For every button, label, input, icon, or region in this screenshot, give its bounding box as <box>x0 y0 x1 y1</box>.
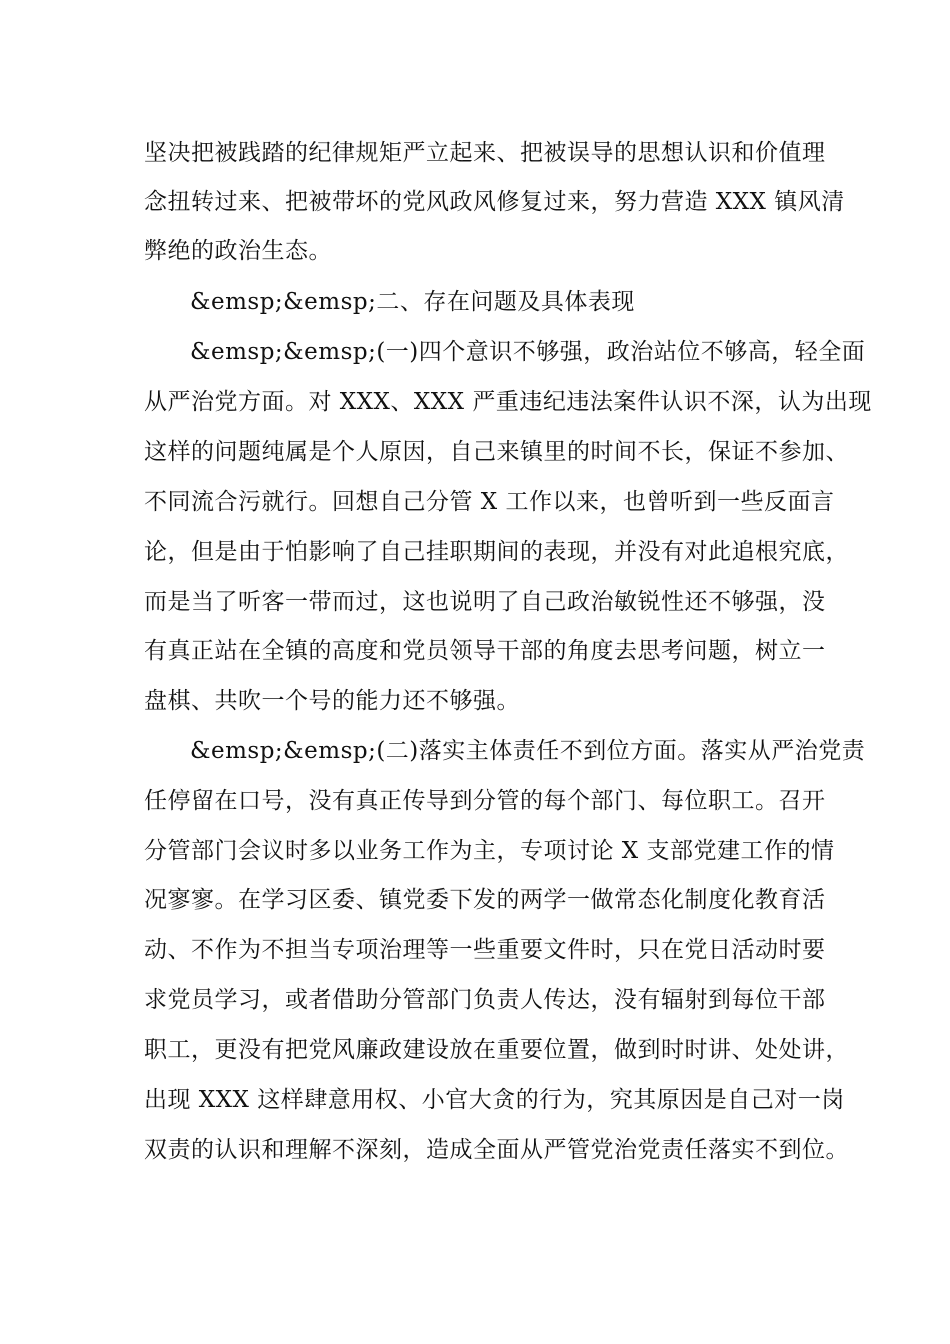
section-heading: &emsp;&emsp;二、存在问题及具体表现 <box>190 289 635 315</box>
text-line: 盘棋、共吹一个号的能力还不够强。 <box>144 688 520 714</box>
text-line: 出现 XXX 这样肆意用权、小官大贪的行为，究其原因是自己对一岗 <box>144 1087 845 1113</box>
text-line: 分管部门会议时多以业务工作为主，专项讨论 X 支部党建工作的情 <box>144 838 835 864</box>
text-line: 论，但是由于怕影响了自己挂职期间的表现，并没有对此追根究底， <box>144 539 849 565</box>
text-line: 这样的问题纯属是个人原因，自己来镇里的时间不长，保证不参加、 <box>144 439 849 465</box>
text-line: 从严治党方面。对 XXX、XXX 严重违纪违法案件认识不深，认为出现 <box>144 389 872 415</box>
text-line: 职工，更没有把党风廉政建设放在重要位置，做到时时讲、处处讲， <box>144 1037 849 1063</box>
subsection-heading: &emsp;&emsp;(二)落实主体责任不到位方面。落实从严治党责 <box>190 738 866 764</box>
text-line: 双责的认识和理解不深刻，造成全面从严管党治党责任落实不到位。 <box>144 1137 849 1163</box>
text-line: 坚决把被践踏的纪律规矩严立起来、把被误导的思想认识和价值理 <box>144 140 826 166</box>
text-line: 任停留在口号，没有真正传导到分管的每个部门、每位职工。召开 <box>144 788 826 814</box>
text-line: 念扭转过来、把被带坏的党风政风修复过来，努力营造 XXX 镇风清 <box>144 189 845 215</box>
text-line: 求党员学习，或者借助分管部门负责人传达，没有辐射到每位干部 <box>144 987 826 1013</box>
text-line: 况寥寥。在学习区委、镇党委下发的两学一做常态化制度化教育活 <box>144 887 826 913</box>
text-line: 而是当了听客一带而过，这也说明了自己政治敏锐性还不够强，没 <box>144 589 826 615</box>
text-line: 动、不作为不担当专项治理等一些重要文件时，只在党日活动时要 <box>144 937 826 963</box>
subsection-heading: &emsp;&emsp;(一)四个意识不够强，政治站位不够高，轻全面 <box>190 339 866 365</box>
text-line: 有真正站在全镇的高度和党员领导干部的角度去思考问题，树立一 <box>144 638 826 664</box>
text-line: 弊绝的政治生态。 <box>144 238 332 264</box>
text-line: 不同流合污就行。回想自己分管 X 工作以来，也曾听到一些反面言 <box>144 489 835 515</box>
